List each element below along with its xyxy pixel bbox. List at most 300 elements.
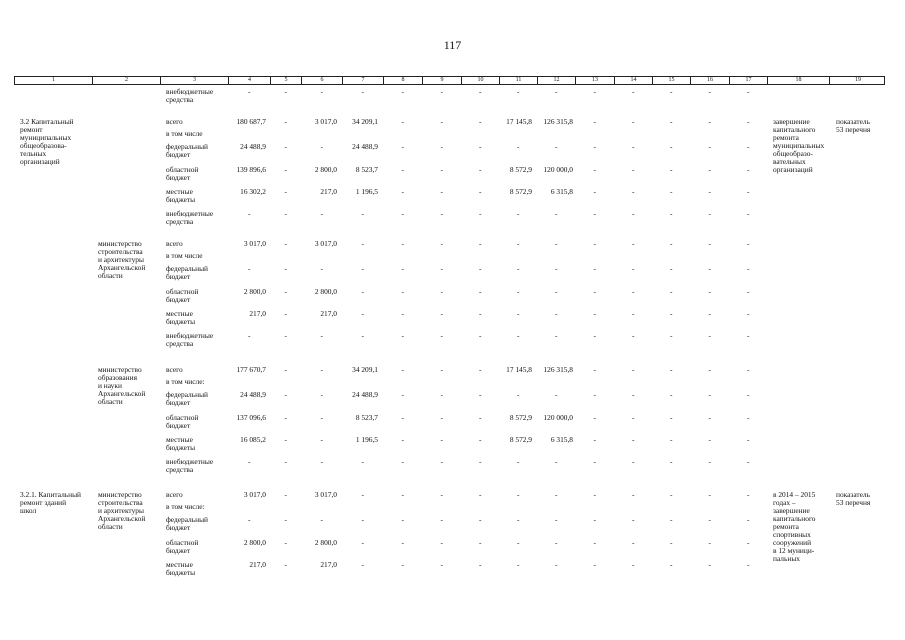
block-3-result-line: в 12 муници- bbox=[773, 546, 815, 555]
value-cell-c17: - bbox=[747, 331, 750, 340]
value-cell-c10: - bbox=[479, 413, 482, 422]
row-label-line: областной bbox=[166, 538, 199, 547]
row-label-line: федеральный bbox=[166, 390, 208, 399]
row-label-line: бюджет bbox=[166, 173, 191, 182]
value-cell-c8: - bbox=[401, 287, 404, 296]
block-3-responsible-line: и архитектуры bbox=[98, 506, 144, 515]
row-label-line: местные bbox=[166, 560, 193, 569]
value-cell-c16: - bbox=[708, 239, 711, 248]
value-cell-c5: - bbox=[284, 239, 287, 248]
block-3-indicator-line: показатель bbox=[836, 490, 870, 499]
header-col-10: 10 bbox=[462, 77, 500, 84]
value-cell-c15: - bbox=[670, 287, 673, 296]
value-cell-c7: - bbox=[361, 331, 364, 340]
value-cell-c13: - bbox=[593, 309, 596, 318]
row-label-line: областной bbox=[166, 287, 199, 296]
block-0-result-line: общеобразо- bbox=[773, 149, 813, 158]
value-cell-c10: - bbox=[479, 490, 482, 499]
row-label-line: бюджет bbox=[166, 150, 191, 159]
value-cell-c9: - bbox=[440, 490, 443, 499]
value-cell-c12: - bbox=[555, 209, 558, 218]
block-0-col1-line: тельных bbox=[20, 149, 47, 158]
value-cell-c13: - bbox=[593, 117, 596, 126]
value-cell-c4: - bbox=[248, 515, 251, 524]
value-cell-c16: - bbox=[708, 390, 711, 399]
fragment-value-dash: - bbox=[670, 87, 673, 96]
value-cell-c8: - bbox=[401, 490, 404, 499]
value-cell-c9: - bbox=[440, 390, 443, 399]
block-3-result-line: спортивных bbox=[773, 530, 811, 539]
value-cell-c11: - bbox=[517, 515, 520, 524]
value-cell-c8: - bbox=[401, 309, 404, 318]
value-cell-c6: - bbox=[320, 142, 323, 151]
value-cell-c17: - bbox=[747, 435, 750, 444]
value-cell-c12: - bbox=[555, 239, 558, 248]
header-col-12: 12 bbox=[538, 77, 576, 84]
value-cell-c15: - bbox=[670, 117, 673, 126]
row-label-line: федеральный bbox=[166, 264, 208, 273]
value-cell-c7: - bbox=[361, 287, 364, 296]
value-cell-c17: - bbox=[747, 515, 750, 524]
value-cell-c6: - bbox=[320, 331, 323, 340]
header-col-6: 6 bbox=[302, 77, 343, 84]
row-label-line: в том числе: bbox=[166, 377, 205, 386]
value-cell-c7: 1 196,5 bbox=[355, 187, 378, 196]
value-cell-c6: 3 017,0 bbox=[314, 117, 337, 126]
value-cell-c14: - bbox=[632, 515, 635, 524]
value-cell-c6: 2 800,0 bbox=[314, 538, 337, 547]
value-cell-c6: - bbox=[320, 264, 323, 273]
block-3-responsible-line: области bbox=[98, 522, 123, 531]
value-cell-c13: - bbox=[593, 435, 596, 444]
block-0-col1-line: организаций bbox=[20, 157, 60, 166]
value-cell-c6: - bbox=[320, 209, 323, 218]
value-cell-c14: - bbox=[632, 209, 635, 218]
value-cell-c10: - bbox=[479, 165, 482, 174]
value-cell-c4: 2 800,0 bbox=[243, 538, 266, 547]
value-cell-c17: - bbox=[747, 187, 750, 196]
value-cell-c7: 8 523,7 bbox=[355, 165, 378, 174]
row-label-line: местные bbox=[166, 187, 193, 196]
value-cell-c16: - bbox=[708, 515, 711, 524]
value-cell-c11: 8 572,9 bbox=[509, 413, 532, 422]
value-cell-c11: - bbox=[517, 490, 520, 499]
fragment-value-dash: - bbox=[284, 87, 287, 96]
value-cell-c12: - bbox=[555, 287, 558, 296]
row-label-line: бюджет bbox=[166, 421, 191, 430]
block-0-result-line: вательных bbox=[773, 157, 806, 166]
row-label-line: бюджет bbox=[166, 523, 191, 532]
value-cell-c17: - bbox=[747, 490, 750, 499]
value-cell-c13: - bbox=[593, 239, 596, 248]
value-cell-c7: 1 196,5 bbox=[355, 435, 378, 444]
row-label-line: бюджет bbox=[166, 398, 191, 407]
value-cell-c12: 126 315,8 bbox=[543, 117, 573, 126]
value-cell-c7: - bbox=[361, 264, 364, 273]
header-col-7: 7 bbox=[343, 77, 384, 84]
block-2-responsible-line: и науки bbox=[98, 381, 122, 390]
block-3-result-line: пальных bbox=[773, 554, 800, 563]
value-cell-c15: - bbox=[670, 165, 673, 174]
row-label-line: областной bbox=[166, 413, 199, 422]
value-cell-c12: 126 315,8 bbox=[543, 365, 573, 374]
value-cell-c5: - bbox=[284, 187, 287, 196]
value-cell-c12: - bbox=[555, 390, 558, 399]
value-cell-c5: - bbox=[284, 309, 287, 318]
block-2-responsible-line: министерство bbox=[98, 365, 142, 374]
value-cell-c4: 3 017,0 bbox=[243, 490, 266, 499]
value-cell-c16: - bbox=[708, 560, 711, 569]
header-col-2: 2 bbox=[93, 77, 161, 84]
row-label-line: всего bbox=[166, 490, 183, 499]
row-label-line: средства bbox=[166, 339, 194, 348]
value-cell-c14: - bbox=[632, 560, 635, 569]
value-cell-c10: - bbox=[479, 239, 482, 248]
block-0-indicator-line: 53 перечня bbox=[836, 125, 871, 134]
value-cell-c17: - bbox=[747, 560, 750, 569]
value-cell-c16: - bbox=[708, 490, 711, 499]
row-label-line: местные bbox=[166, 309, 193, 318]
row-label-line: всего bbox=[166, 239, 183, 248]
value-cell-c9: - bbox=[440, 239, 443, 248]
block-1-responsible-line: строительства bbox=[98, 247, 143, 256]
value-cell-c8: - bbox=[401, 413, 404, 422]
value-cell-c13: - bbox=[593, 165, 596, 174]
value-cell-c15: - bbox=[670, 187, 673, 196]
value-cell-c10: - bbox=[479, 209, 482, 218]
block-3-responsible-line: Архангельской bbox=[98, 514, 146, 523]
value-cell-c5: - bbox=[284, 390, 287, 399]
value-cell-c11: 8 572,9 bbox=[509, 435, 532, 444]
value-cell-c11: - bbox=[517, 457, 520, 466]
value-cell-c14: - bbox=[632, 538, 635, 547]
value-cell-c16: - bbox=[708, 117, 711, 126]
value-cell-c17: - bbox=[747, 457, 750, 466]
value-cell-c10: - bbox=[479, 117, 482, 126]
value-cell-c14: - bbox=[632, 287, 635, 296]
row-label-line: бюджеты bbox=[166, 443, 196, 452]
value-cell-c5: - bbox=[284, 331, 287, 340]
value-cell-c9: - bbox=[440, 309, 443, 318]
block-0-indicator-line: показатель bbox=[836, 117, 870, 126]
value-cell-c9: - bbox=[440, 287, 443, 296]
value-cell-c15: - bbox=[670, 142, 673, 151]
value-cell-c7: 8 523,7 bbox=[355, 413, 378, 422]
fragment-value-dash: - bbox=[593, 87, 596, 96]
value-cell-c14: - bbox=[632, 187, 635, 196]
value-cell-c4: 3 017,0 bbox=[243, 239, 266, 248]
value-cell-c6: - bbox=[320, 457, 323, 466]
value-cell-c13: - bbox=[593, 560, 596, 569]
value-cell-c8: - bbox=[401, 239, 404, 248]
value-cell-c6: 3 017,0 bbox=[314, 490, 337, 499]
value-cell-c14: - bbox=[632, 390, 635, 399]
value-cell-c4: 16 085,2 bbox=[240, 435, 266, 444]
value-cell-c15: - bbox=[670, 209, 673, 218]
value-cell-c16: - bbox=[708, 165, 711, 174]
value-cell-c5: - bbox=[284, 435, 287, 444]
value-cell-c10: - bbox=[479, 390, 482, 399]
value-cell-c8: - bbox=[401, 209, 404, 218]
value-cell-c5: - bbox=[284, 264, 287, 273]
value-cell-c4: 217,0 bbox=[249, 560, 266, 569]
value-cell-c4: - bbox=[248, 209, 251, 218]
value-cell-c12: - bbox=[555, 264, 558, 273]
value-cell-c8: - bbox=[401, 331, 404, 340]
row-label-line: в том числе: bbox=[166, 502, 205, 511]
value-cell-c12: - bbox=[555, 309, 558, 318]
value-cell-c7: 34 209,1 bbox=[352, 117, 378, 126]
value-cell-c9: - bbox=[440, 165, 443, 174]
value-cell-c8: - bbox=[401, 117, 404, 126]
value-cell-c15: - bbox=[670, 560, 673, 569]
value-cell-c5: - bbox=[284, 142, 287, 151]
value-cell-c16: - bbox=[708, 538, 711, 547]
value-cell-c14: - bbox=[632, 457, 635, 466]
value-cell-c8: - bbox=[401, 560, 404, 569]
header-col-16: 16 bbox=[691, 77, 730, 84]
value-cell-c7: - bbox=[361, 490, 364, 499]
value-cell-c16: - bbox=[708, 264, 711, 273]
value-cell-c12: - bbox=[555, 560, 558, 569]
value-cell-c4: 177 670,7 bbox=[236, 365, 266, 374]
value-cell-c12: 6 315,8 bbox=[550, 435, 573, 444]
value-cell-c17: - bbox=[747, 413, 750, 422]
value-cell-c8: - bbox=[401, 365, 404, 374]
row-label-line: бюджет bbox=[166, 272, 191, 281]
value-cell-c10: - bbox=[479, 142, 482, 151]
value-cell-c8: - bbox=[401, 165, 404, 174]
value-cell-c13: - bbox=[593, 331, 596, 340]
value-cell-c5: - bbox=[284, 490, 287, 499]
value-cell-c10: - bbox=[479, 331, 482, 340]
row-label-line: средства bbox=[166, 217, 194, 226]
value-cell-c16: - bbox=[708, 365, 711, 374]
value-cell-c10: - bbox=[479, 187, 482, 196]
value-cell-c15: - bbox=[670, 457, 673, 466]
value-cell-c6: 217,0 bbox=[320, 187, 337, 196]
value-cell-c11: - bbox=[517, 287, 520, 296]
fragment-value-dash: - bbox=[361, 87, 364, 96]
value-cell-c7: - bbox=[361, 457, 364, 466]
row-label-line: в том числе bbox=[166, 251, 203, 260]
value-cell-c15: - bbox=[670, 490, 673, 499]
value-cell-c8: - bbox=[401, 538, 404, 547]
row-label-line: средства bbox=[166, 465, 194, 474]
value-cell-c5: - bbox=[284, 538, 287, 547]
value-cell-c10: - bbox=[479, 287, 482, 296]
value-cell-c13: - bbox=[593, 142, 596, 151]
fragment-value-dash: - bbox=[440, 87, 443, 96]
fragment-label-line: средства bbox=[166, 95, 194, 104]
value-cell-c9: - bbox=[440, 187, 443, 196]
fragment-value-dash: - bbox=[401, 87, 404, 96]
value-cell-c17: - bbox=[747, 538, 750, 547]
value-cell-c4: 2 800,0 bbox=[243, 287, 266, 296]
value-cell-c15: - bbox=[670, 331, 673, 340]
value-cell-c15: - bbox=[670, 239, 673, 248]
block-0-col1-line: муниципальных bbox=[20, 133, 72, 142]
row-label-line: внебюджетные bbox=[166, 209, 214, 218]
block-0-result-line: муниципальных bbox=[773, 141, 825, 150]
value-cell-c13: - bbox=[593, 457, 596, 466]
value-cell-c17: - bbox=[747, 117, 750, 126]
value-cell-c12: 120 000,0 bbox=[543, 413, 573, 422]
value-cell-c13: - bbox=[593, 187, 596, 196]
header-col-9: 9 bbox=[423, 77, 462, 84]
value-cell-c8: - bbox=[401, 264, 404, 273]
value-cell-c11: 8 572,9 bbox=[509, 165, 532, 174]
value-cell-c8: - bbox=[401, 435, 404, 444]
value-cell-c11: - bbox=[517, 331, 520, 340]
value-cell-c10: - bbox=[479, 264, 482, 273]
value-cell-c11: - bbox=[517, 142, 520, 151]
value-cell-c16: - bbox=[708, 309, 711, 318]
row-label-line: бюджет bbox=[166, 295, 191, 304]
value-cell-c17: - bbox=[747, 309, 750, 318]
block-0-result-line: организаций bbox=[773, 165, 813, 174]
value-cell-c8: - bbox=[401, 515, 404, 524]
value-cell-c6: - bbox=[320, 413, 323, 422]
value-cell-c4: - bbox=[248, 331, 251, 340]
value-cell-c15: - bbox=[670, 413, 673, 422]
header-col-17: 17 bbox=[730, 77, 768, 84]
value-cell-c10: - bbox=[479, 515, 482, 524]
value-cell-c17: - bbox=[747, 165, 750, 174]
block-3-result-line: ремонта bbox=[773, 522, 799, 531]
value-cell-c5: - bbox=[284, 209, 287, 218]
value-cell-c16: - bbox=[708, 187, 711, 196]
value-cell-c4: 16 302,2 bbox=[240, 187, 266, 196]
block-3-col1-line: школ bbox=[20, 506, 37, 515]
value-cell-c17: - bbox=[747, 209, 750, 218]
value-cell-c9: - bbox=[440, 413, 443, 422]
value-cell-c6: 2 800,0 bbox=[314, 287, 337, 296]
value-cell-c8: - bbox=[401, 457, 404, 466]
value-cell-c4: 139 896,6 bbox=[236, 165, 266, 174]
header-col-4: 4 bbox=[229, 77, 271, 84]
block-0-result-line: ремонта bbox=[773, 133, 799, 142]
block-2-responsible-line: образования bbox=[98, 373, 137, 382]
value-cell-c6: 3 017,0 bbox=[314, 239, 337, 248]
block-0-result-line: капитального bbox=[773, 125, 816, 134]
value-cell-c15: - bbox=[670, 515, 673, 524]
value-cell-c11: - bbox=[517, 538, 520, 547]
value-cell-c10: - bbox=[479, 457, 482, 466]
value-cell-c12: - bbox=[555, 490, 558, 499]
value-cell-c6: 2 800,0 bbox=[314, 165, 337, 174]
header-col-1: 1 bbox=[15, 77, 93, 84]
row-label-line: областной bbox=[166, 165, 199, 174]
value-cell-c5: - bbox=[284, 413, 287, 422]
block-3-result-line: завершение bbox=[773, 506, 810, 515]
value-cell-c13: - bbox=[593, 538, 596, 547]
value-cell-c4: 180 687,7 bbox=[236, 117, 266, 126]
value-cell-c14: - bbox=[632, 165, 635, 174]
value-cell-c7: - bbox=[361, 560, 364, 569]
value-cell-c16: - bbox=[708, 331, 711, 340]
row-label-line: всего bbox=[166, 365, 183, 374]
row-label-line: федеральный bbox=[166, 142, 208, 151]
value-cell-c5: - bbox=[284, 560, 287, 569]
value-cell-c12: - bbox=[555, 457, 558, 466]
value-cell-c6: - bbox=[320, 365, 323, 374]
row-label-line: бюджеты bbox=[166, 195, 196, 204]
value-cell-c7: - bbox=[361, 309, 364, 318]
value-cell-c7: - bbox=[361, 538, 364, 547]
value-cell-c8: - bbox=[401, 390, 404, 399]
fragment-value-dash: - bbox=[632, 87, 635, 96]
value-cell-c12: - bbox=[555, 515, 558, 524]
value-cell-c16: - bbox=[708, 209, 711, 218]
header-col-5: 5 bbox=[271, 77, 302, 84]
value-cell-c14: - bbox=[632, 142, 635, 151]
row-label-line: в том числе bbox=[166, 129, 203, 138]
block-3-responsible-line: министерство bbox=[98, 490, 142, 499]
header-col-11: 11 bbox=[500, 77, 538, 84]
row-label-line: внебюджетные bbox=[166, 331, 214, 340]
value-cell-c16: - bbox=[708, 457, 711, 466]
value-cell-c5: - bbox=[284, 457, 287, 466]
value-cell-c11: - bbox=[517, 309, 520, 318]
value-cell-c7: 24 488,9 bbox=[352, 390, 378, 399]
value-cell-c8: - bbox=[401, 142, 404, 151]
value-cell-c11: 8 572,9 bbox=[509, 187, 532, 196]
value-cell-c9: - bbox=[440, 435, 443, 444]
value-cell-c8: - bbox=[401, 187, 404, 196]
value-cell-c14: - bbox=[632, 435, 635, 444]
value-cell-c15: - bbox=[670, 538, 673, 547]
value-cell-c9: - bbox=[440, 331, 443, 340]
value-cell-c11: - bbox=[517, 390, 520, 399]
value-cell-c5: - bbox=[284, 165, 287, 174]
value-cell-c15: - bbox=[670, 309, 673, 318]
value-cell-c16: - bbox=[708, 435, 711, 444]
value-cell-c17: - bbox=[747, 390, 750, 399]
value-cell-c4: - bbox=[248, 457, 251, 466]
value-cell-c11: - bbox=[517, 264, 520, 273]
fragment-value-dash: - bbox=[555, 87, 558, 96]
value-cell-c10: - bbox=[479, 309, 482, 318]
value-cell-c13: - bbox=[593, 413, 596, 422]
value-cell-c17: - bbox=[747, 239, 750, 248]
page-number: 117 bbox=[443, 38, 462, 52]
fragment-value-dash: - bbox=[708, 87, 711, 96]
row-label-line: местные bbox=[166, 435, 193, 444]
value-cell-c10: - bbox=[479, 365, 482, 374]
value-cell-c11: - bbox=[517, 209, 520, 218]
value-cell-c4: 217,0 bbox=[249, 309, 266, 318]
block-3-result-line: капитального bbox=[773, 514, 816, 523]
block-0-result-line: завершение bbox=[773, 117, 810, 126]
value-cell-c9: - bbox=[440, 142, 443, 151]
value-cell-c4: 137 096,6 bbox=[236, 413, 266, 422]
value-cell-c17: - bbox=[747, 264, 750, 273]
block-3-result-line: годах – bbox=[773, 498, 796, 507]
value-cell-c17: - bbox=[747, 365, 750, 374]
header-col-15: 15 bbox=[653, 77, 691, 84]
value-cell-c9: - bbox=[440, 365, 443, 374]
value-cell-c14: - bbox=[632, 117, 635, 126]
value-cell-c16: - bbox=[708, 142, 711, 151]
fragment-value-dash: - bbox=[747, 87, 750, 96]
value-cell-c14: - bbox=[632, 331, 635, 340]
value-cell-c10: - bbox=[479, 538, 482, 547]
row-label-line: всего bbox=[166, 117, 183, 126]
value-cell-c15: - bbox=[670, 365, 673, 374]
header-col-13: 13 bbox=[576, 77, 615, 84]
value-cell-c14: - bbox=[632, 413, 635, 422]
